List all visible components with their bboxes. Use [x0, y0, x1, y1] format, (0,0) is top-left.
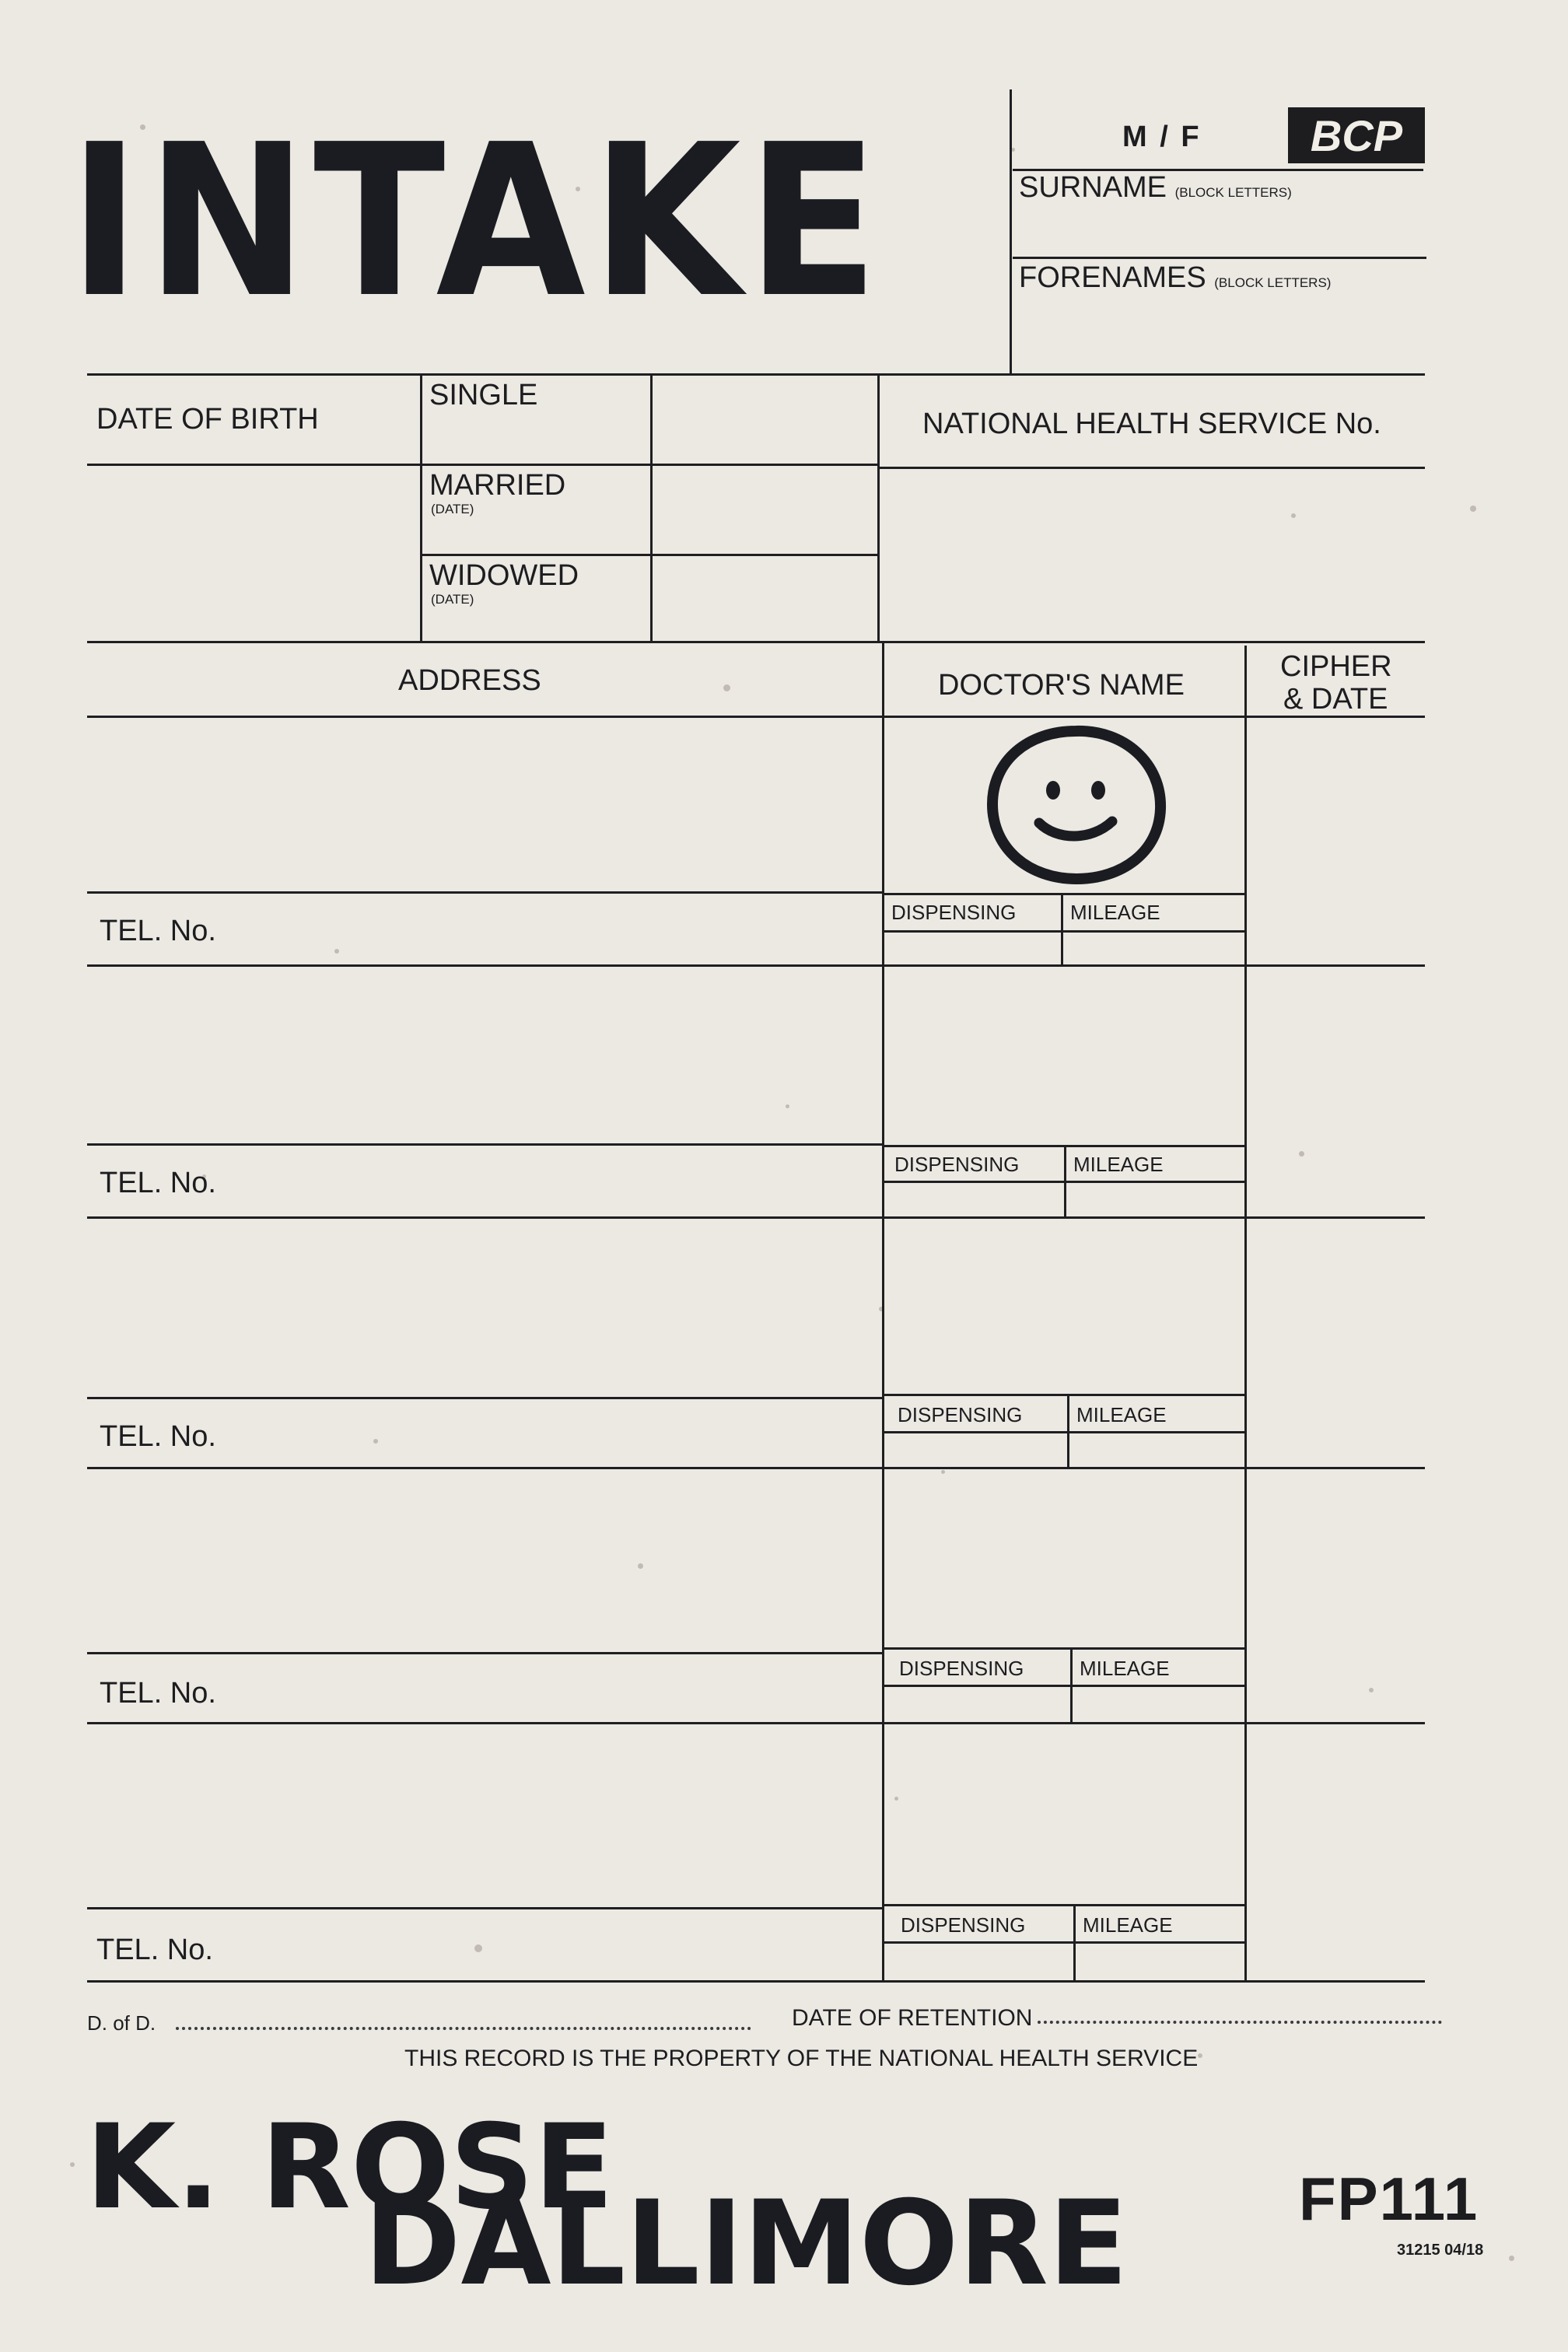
cipher-date-column-header: & DATE	[1283, 683, 1388, 716]
nhs-number-label: NATIONAL HEALTH SERVICE No.	[922, 408, 1381, 440]
doctor-name-column-header: DOCTOR'S NAME	[938, 669, 1185, 702]
surname-label: SURNAME (BLOCK LETTERS)	[1019, 171, 1292, 204]
mileage-label: MILEAGE	[1083, 1913, 1173, 1937]
tel-number-label: TEL. No.	[100, 915, 216, 947]
cover-title: INTAKE	[68, 99, 885, 344]
block-letters-note: (BLOCK LETTERS)	[1214, 275, 1332, 290]
publisher-badge: BCP	[1288, 107, 1425, 163]
mileage-label: MILEAGE	[1070, 901, 1160, 924]
property-notice: THIS RECORD IS THE PROPERTY OF THE NATIONAL HEALTH SERVICE	[404, 2046, 1199, 2071]
date-of-retention-label: DATE OF RETENTION	[792, 2005, 1033, 2031]
form-code: FP111	[1299, 2165, 1479, 2233]
form-reference: 31215 04/18	[1397, 2242, 1484, 2259]
tel-number-label: TEL. No.	[100, 1420, 216, 1453]
mileage-label: MILEAGE	[1073, 1153, 1164, 1176]
mileage-label: MILEAGE	[1076, 1403, 1167, 1426]
dispensing-label: DISPENSING	[894, 1153, 1020, 1176]
cipher-column-header: CIPHER	[1280, 650, 1392, 683]
tel-number-label: TEL. No.	[100, 1677, 216, 1710]
dispensing-label: DISPENSING	[901, 1913, 1026, 1937]
tel-number-label: TEL. No.	[100, 1167, 216, 1199]
date-of-birth-label: DATE OF BIRTH	[96, 403, 319, 436]
forenames-label: FORENAMES (BLOCK LETTERS)	[1019, 261, 1332, 294]
single-label: SINGLE	[429, 379, 538, 411]
author-first-name: K. ROSE	[86, 2100, 614, 2235]
dispensing-label: DISPENSING	[899, 1657, 1024, 1680]
author-surname: DALLIMORE	[364, 2176, 1129, 2312]
block-letters-note: (BLOCK LETTERS)	[1174, 185, 1292, 200]
date-of-death-label: D. of D.	[87, 2011, 156, 2035]
mileage-label: MILEAGE	[1080, 1657, 1170, 1680]
widowed-label: WIDOWED	[429, 559, 579, 592]
dispensing-label: DISPENSING	[898, 1403, 1023, 1426]
tel-number-label: TEL. No.	[96, 1934, 213, 1966]
sex-field-label: M / F	[1122, 121, 1202, 153]
smiley-face-icon	[982, 723, 1170, 887]
address-column-header: ADDRESS	[398, 664, 541, 697]
married-label: MARRIED	[429, 469, 566, 502]
dispensing-label: DISPENSING	[891, 901, 1017, 924]
widowed-date-note: (DATE)	[431, 592, 474, 607]
married-date-note: (DATE)	[431, 502, 474, 516]
